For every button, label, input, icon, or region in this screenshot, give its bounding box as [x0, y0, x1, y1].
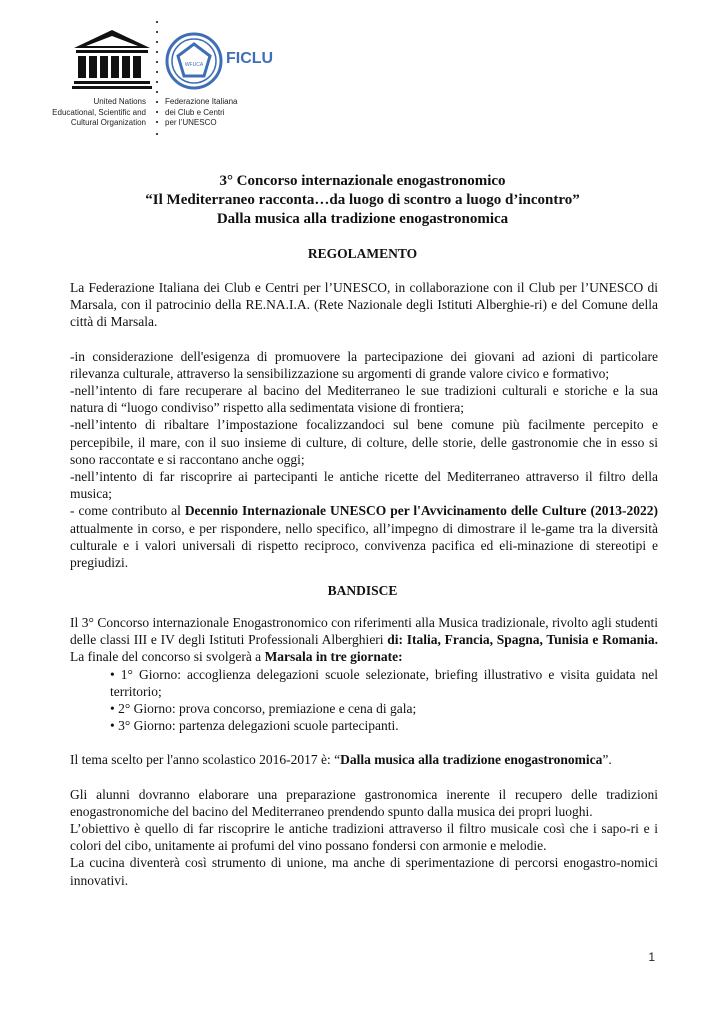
- contribution-pre: - come contributo al: [70, 503, 185, 519]
- theme-paragraph: [70, 751, 658, 768]
- document-title: [60, 172, 665, 229]
- regolamento-heading: REGOLAMENTO: [307, 246, 418, 261]
- objective-paragraph: L’obiettivo è quello di far riscoprire le antiche tradizioni attraverso il filtro musicale così che i sapo-ri e i colori del cibo, unitamente ai profumi del vino possano fondersi con armonie e melodie.: [70, 821, 658, 854]
- contest-pre: Il 3° Concorso internazionale Enogastronomico con riferimenti alla Musica tradizionale, rivolto agli studenti delle classi III e IV degli Istituti Professionali Alberghieri: [70, 615, 658, 648]
- title-line-1: 3° Concorso internazionale enogastronomico: [219, 173, 506, 189]
- unesco-logo: [70, 28, 154, 92]
- header-divider-dots: [155, 20, 159, 138]
- consideration-paragraph: -in considerazione dell'esigenza di promuovere la partecipazione dei giovani ad azioni di particolare rilevanza culturale, attraverso la sensibilizzazione su argomenti di grande valore civico e formativo;: [70, 348, 658, 381]
- days-list: [70, 666, 658, 735]
- ficlu-badge-text: WFUCA: [184, 62, 204, 68]
- unesco-caption-line: United Nations: [93, 97, 146, 106]
- contest-paragraph: [70, 614, 658, 666]
- day-item: • 3° Giorno: partenza delegazioni scuole partecipanti.: [110, 717, 658, 734]
- title-line-2: “Il Mediterraneo racconta…da luogo di scontro a luogo d’incontro”: [145, 192, 580, 208]
- theme-pre: Il tema scelto per l'anno scolastico 2016-2017 è: “: [70, 752, 341, 768]
- bandisce-body: [70, 614, 658, 889]
- theme-post: ”.: [602, 752, 612, 768]
- ficlu-caption-line: dei Club e Centri: [165, 107, 225, 117]
- theme-title: Dalla musica alla tradizione enogastronomica: [340, 752, 603, 768]
- intent-paragraph-2: -nell’intento di ribaltare l’impostazione focalizzandoci sul bene comune più facilmente percepito e percepibile, il mare, con il suo insieme di culture, di colture, delle storie, delle gastronomie che in esso si sono raccontate e si raccontano anche oggi;: [70, 417, 658, 467]
- final-location: Marsala in tre giornate:: [264, 649, 403, 665]
- ficlu-label: FICLU: [226, 50, 274, 67]
- day-item: • 1° Giorno: accoglienza delegazioni scuole selezionate, briefing illustrativo e visita guidata nel territorio;: [110, 666, 658, 700]
- unesco-caption-line: Educational, Scientific and: [52, 107, 146, 117]
- decade-name: Decennio Internazionale UNESCO per l'Avvicinamento delle Culture (2013-2022): [184, 503, 659, 519]
- ficlu-caption: [165, 97, 285, 129]
- day-item: • 2° Giorno: prova concorso, premiazione e cena di gala;: [110, 700, 658, 717]
- cuisine-paragraph: La cucina diventerà così strumento di unione, ma anche di sperimentazione di percorsi enogastro-nomici innovativi.: [70, 855, 658, 888]
- ficlu-caption-line: per l’UNESCO: [165, 118, 217, 127]
- contribution-post: attualmente in corso, e per rispondere, nello specifico, all’impegno di dimostrare il le-game tra la diversità culturale e i valori universali di rispetto reciproco, convivenza pacifica ed eli-minazione di stereotipi e pregiudizi.: [70, 520, 658, 571]
- bandisce-heading: BANDISCE: [327, 583, 398, 598]
- contest-mid: La finale del concorso si svolgerà a: [70, 649, 265, 665]
- ficlu-logo: [165, 32, 223, 90]
- title-line-3: Dalla musica alla tradizione enogastronomica: [216, 211, 509, 227]
- contribution-paragraph: [70, 502, 658, 571]
- unesco-caption: [28, 97, 146, 129]
- ficlu-caption-line: Federazione Italiana: [165, 97, 238, 106]
- regolamento-body: [70, 279, 658, 571]
- unesco-caption-line: Cultural Organization: [70, 118, 146, 127]
- intro-paragraph: La Federazione Italiana dei Club e Centri per l’UNESCO, in collaborazione con il Club per l’UNESCO di Marsala, con il patrocinio della RE.NA.I.A. (Rete Nazionale degli Istituti Alberghie-ri) e del Comune della città di Marsala.: [70, 280, 658, 330]
- countries: di: Italia, Francia, Spagna, Tunisia e Romania.: [387, 632, 659, 648]
- intent-paragraph-1: -nell’intento di fare recuperare al bacino del Mediterraneo le sue tradizioni culturali e storiche e la sua natura di “luogo condiviso” rispetto alla sedimentata visione di frontiera;: [70, 383, 658, 416]
- students-paragraph: Gli alunni dovranno elaborare una preparazione gastronomica inerente il recupero delle tradizioni enogastronomiche del bacino del Mediterraneo prendendo spunto dalla musica dei propri luoghi.: [70, 786, 658, 819]
- intent-paragraph-3: -nell’intento di far riscoprire ai partecipanti le antiche ricette del Mediterraneo attraverso il filtro della musica;: [70, 469, 658, 502]
- page-number: 1: [648, 950, 655, 964]
